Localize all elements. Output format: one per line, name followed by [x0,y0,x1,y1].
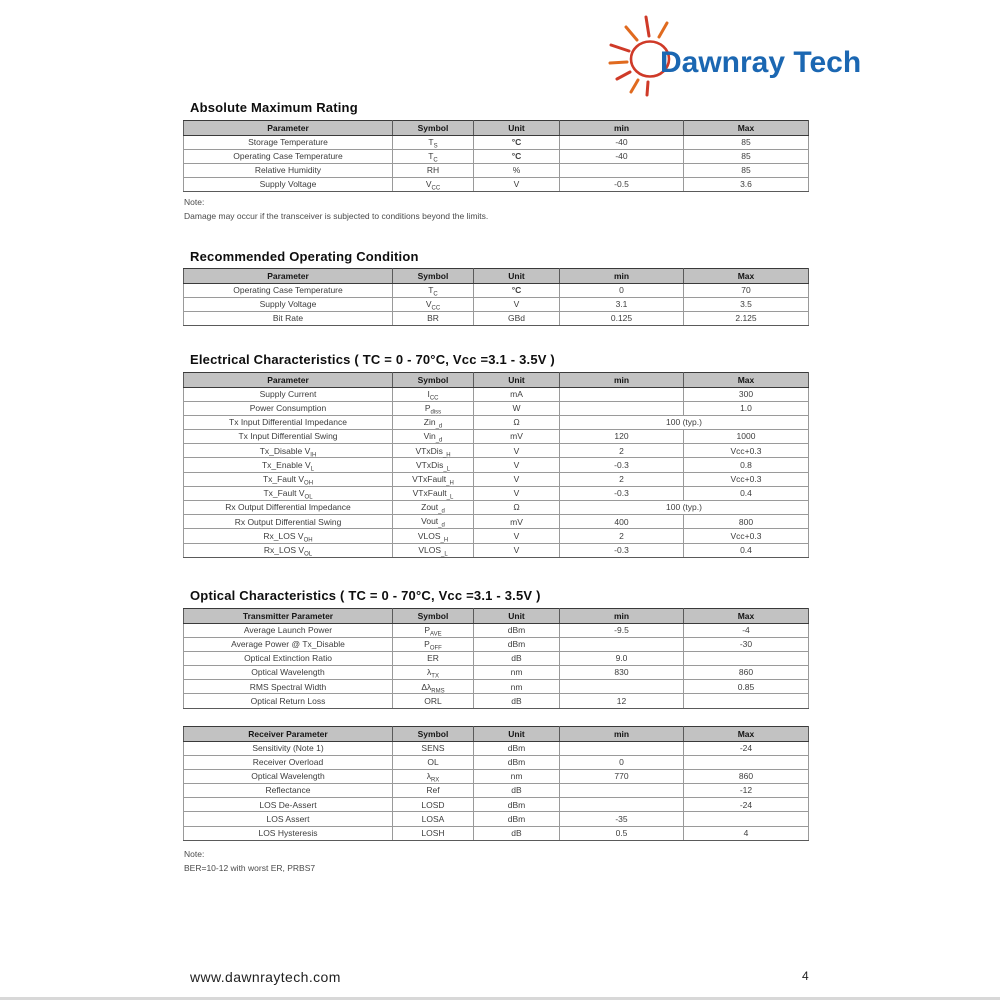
table-cell: dBm [474,755,560,769]
table-cell: nm [474,666,560,680]
table-cell: Rx Output Differential Swing [184,515,393,529]
table-cell: 85 [684,163,809,177]
column-header: Max [684,373,809,388]
table-cell: mV [474,515,560,529]
table-cell: W [474,401,560,415]
table-cell: V [474,297,560,311]
table-row [184,163,809,177]
table-row [184,178,809,192]
table-cell: V [474,529,560,543]
column-header: Parameter [184,269,393,284]
table-cell: dBm [474,812,560,826]
table-cell [684,694,809,708]
table-cell: 830 [560,666,684,680]
table-cell [560,741,684,755]
table-cell: Sensitivity (Note 1) [184,741,393,755]
column-header: min [560,373,684,388]
table-cell: 2 [560,444,684,458]
column-header: Unit [474,727,560,742]
footer-website: www.dawnraytech.com [190,969,341,985]
table-cell: Supply Voltage [184,178,393,192]
table-row [184,387,809,401]
column-header: Max [684,121,809,136]
table-row [184,135,809,149]
table-cell: °C [474,149,560,163]
table-cell: 100 (typ.) [560,415,809,429]
note-label: Note: [184,849,205,859]
column-header: Unit [474,121,560,136]
table-row [184,769,809,783]
table-cell: 1.0 [684,401,809,415]
table-cell [560,637,684,651]
table-cell: 100 (typ.) [560,501,809,515]
table-cell: 800 [684,515,809,529]
table-cell: -0.3 [560,543,684,557]
table-cell: 0 [560,755,684,769]
table-row [184,297,809,311]
table-cell: $VLOS_{\_L}$ [393,543,474,557]
table-row [184,529,809,543]
table-row [184,812,809,826]
optical-transmitter-table [183,608,809,709]
table-cell: Receiver Overload [184,755,393,769]
table-cell: Tx Input Differential Swing [184,430,393,444]
note-text-damage-warning: Damage may occur if the transceiver is subjected to conditions beyond the limits. [184,211,489,221]
table-cell: 2 [560,472,684,486]
table-cell: 3.1 [560,297,684,311]
table-cell: $\lambda_{TX}$ [393,666,474,680]
table-cell: -0.5 [560,178,684,192]
table-cell: LOSD [393,798,474,812]
column-header: Symbol [393,727,474,742]
table-cell: 0 [560,283,684,297]
table-cell: V [474,486,560,500]
section-title-optical-characteristics: Optical Characteristics ( TC = 0 - 70°C, Vcc =3.1 - 3.5V ) [190,588,541,603]
table-cell: dBm [474,798,560,812]
table-cell: RMS Spectral Width [184,680,393,694]
table-cell: 860 [684,769,809,783]
table-cell: dBm [474,741,560,755]
table-row [184,401,809,415]
table-cell [560,163,684,177]
table-cell: 0.8 [684,458,809,472]
header-row [184,727,809,742]
table-cell: Vcc+0.3 [684,529,809,543]
table-cell: OL [393,755,474,769]
table-row [184,637,809,651]
table-cell: GBd [474,311,560,325]
table-cell: Tx_Fault $V_{OH}$ [184,472,393,486]
column-header: Max [684,609,809,624]
table-cell: Tx_Fault $V_{OL}$ [184,486,393,500]
table-cell: Vcc+0.3 [684,444,809,458]
table-cell: ER [393,651,474,665]
table-cell: -4 [684,623,809,637]
table-cell: Vin$_{\_d}$ [393,430,474,444]
table-row [184,430,809,444]
table-cell: Operating Case Temperature [184,283,393,297]
table-cell: Supply Current [184,387,393,401]
table-cell: dB [474,651,560,665]
table-cell: LOS De-Assert [184,798,393,812]
column-header: min [560,269,684,284]
table-cell: V [474,458,560,472]
table-cell [684,651,809,665]
header-row [184,269,809,284]
table-row [184,415,809,429]
table-cell: 0.125 [560,311,684,325]
table-cell [560,784,684,798]
section-title-electrical-characteristics: Electrical Characteristics ( TC = 0 - 70°C, Vcc =3.1 - 3.5V ) [190,352,555,367]
column-header: Parameter [184,121,393,136]
column-header: Unit [474,609,560,624]
table-cell: mA [474,387,560,401]
table-cell: Optical Wavelength [184,666,393,680]
table-row [184,149,809,163]
table-cell: 70 [684,283,809,297]
table-cell: mV [474,430,560,444]
note-text-ber-condition: BER=10-12 with worst ER, PRBS7 [184,863,316,873]
table-cell: -24 [684,741,809,755]
table-cell: 300 [684,387,809,401]
column-header: Receiver Parameter [184,727,393,742]
note-label: Note: [184,197,205,207]
table-cell: $I_{CC}$ [393,387,474,401]
table-row [184,798,809,812]
table-row [184,623,809,637]
table-cell: 770 [560,769,684,783]
header-row [184,609,809,624]
table-cell: -40 [560,135,684,149]
table-cell: Tx Input Differential Impedance [184,415,393,429]
table-cell: $\lambda_{RX}$ [393,769,474,783]
column-header: Symbol [393,373,474,388]
table-row [184,444,809,458]
table-cell: SENS [393,741,474,755]
optical-receiver-table [183,726,809,841]
recommended-operating-condition-table [183,268,809,326]
table-cell: °C [474,135,560,149]
table-cell: 3.6 [684,178,809,192]
table-row [184,651,809,665]
column-header: min [560,727,684,742]
table-cell: 2 [560,529,684,543]
table-cell: 85 [684,135,809,149]
table-cell: LOS Hysteresis [184,826,393,840]
table-cell: Zout$_{\_d}$ [393,501,474,515]
table-cell [560,401,684,415]
table-cell: Bit Rate [184,311,393,325]
table-cell: 2.125 [684,311,809,325]
table-cell: $T_C$ [393,149,474,163]
table-row [184,784,809,798]
table-cell: $\Delta\lambda_{RMS}$ [393,680,474,694]
table-cell: Rx_LOS $V_{OL}$ [184,543,393,557]
table-cell: Storage Temperature [184,135,393,149]
table-row [184,472,809,486]
table-cell: % [474,163,560,177]
table-cell: -30 [684,637,809,651]
table-cell: dBm [474,637,560,651]
column-header: min [560,121,684,136]
table-cell: Zin$_{\_d}$ [393,415,474,429]
table-cell: Rx_LOS $V_{OH}$ [184,529,393,543]
table-cell: Tx_Disable $V_{IH}$ [184,444,393,458]
table-cell: V [474,178,560,192]
table-cell: dBm [474,623,560,637]
column-header: Max [684,727,809,742]
table-row [184,283,809,297]
table-cell: Reflectance [184,784,393,798]
table-cell: 3.5 [684,297,809,311]
table-cell: $V_{CC}$ [393,297,474,311]
table-cell: 120 [560,430,684,444]
table-cell: LOSH [393,826,474,840]
table-cell: 4 [684,826,809,840]
table-cell: LOS Assert [184,812,393,826]
table-cell: Vcc+0.3 [684,472,809,486]
table-cell [560,798,684,812]
table-cell: ORL [393,694,474,708]
table-cell: 400 [560,515,684,529]
table-cell: 85 [684,149,809,163]
table-cell: Optical Extinction Ratio [184,651,393,665]
table-cell: Optical Return Loss [184,694,393,708]
table-cell [684,755,809,769]
page-number: 4 [802,969,809,983]
table-cell: Rx Output Differential Impedance [184,501,393,515]
table-cell: nm [474,769,560,783]
table-cell: VTxFault$_{\_L}$ [393,486,474,500]
table-cell: 12 [560,694,684,708]
table-cell [560,680,684,694]
table-cell: 0.4 [684,486,809,500]
table-cell: Ω [474,415,560,429]
table-cell: -35 [560,812,684,826]
table-row [184,755,809,769]
table-row [184,311,809,325]
table-cell: dB [474,826,560,840]
table-cell: -12 [684,784,809,798]
table-row [184,515,809,529]
column-header: Symbol [393,609,474,624]
table-cell: Supply Voltage [184,297,393,311]
table-cell: VTxDis$_{\_H}$ [393,444,474,458]
section-title-recommended-operating-condition: Recommended Operating Condition [190,249,419,264]
table-row [184,826,809,840]
table-cell: Power Consumption [184,401,393,415]
table-cell: nm [474,680,560,694]
table-cell: 9.0 [560,651,684,665]
table-cell: VTxFault$_{\_H}$ [393,472,474,486]
table-cell: Optical Wavelength [184,769,393,783]
table-cell: $VLOS_{\_H}$ [393,529,474,543]
table-cell: 1000 [684,430,809,444]
table-cell: °C [474,283,560,297]
table-cell: BR [393,311,474,325]
table-cell: -24 [684,798,809,812]
table-row [184,741,809,755]
table-cell: -0.3 [560,486,684,500]
table-cell: 860 [684,666,809,680]
table-row [184,694,809,708]
column-header: Symbol [393,121,474,136]
table-row [184,680,809,694]
column-header: Parameter [184,373,393,388]
table-cell: 0.85 [684,680,809,694]
table-cell: -0.3 [560,458,684,472]
table-cell: Operating Case Temperature [184,149,393,163]
column-header: Unit [474,269,560,284]
brand-logo [598,8,860,100]
table-cell: $P_{OFF}$ [393,637,474,651]
table-cell: 0.5 [560,826,684,840]
column-header: Symbol [393,269,474,284]
header-row [184,121,809,136]
table-cell [684,812,809,826]
column-header: Transmitter Parameter [184,609,393,624]
table-cell [560,387,684,401]
table-cell: VTxDis$_{\_L}$ [393,458,474,472]
table-cell: $P_{AVE}$ [393,623,474,637]
table-cell: dB [474,784,560,798]
table-cell: V [474,472,560,486]
electrical-characteristics-table [183,372,809,558]
sun-icon [598,8,860,100]
table-row [184,666,809,680]
table-cell: $V_{CC}$ [393,178,474,192]
table-cell: Vout$_{\_d}$ [393,515,474,529]
table-cell: $T_S$ [393,135,474,149]
table-cell: -40 [560,149,684,163]
brand-wordmark: Dawnray Tech [660,46,860,79]
table-cell: Average Power @ Tx_Disable [184,637,393,651]
table-row [184,543,809,557]
table-cell: LOSA [393,812,474,826]
absolute-maximum-rating-table [183,120,809,192]
table-cell: V [474,444,560,458]
table-cell: Tx_Enable $V_L$ [184,458,393,472]
table-cell: 0.4 [684,543,809,557]
column-header: Unit [474,373,560,388]
table-cell: dB [474,694,560,708]
table-row [184,501,809,515]
table-row [184,458,809,472]
header-row [184,373,809,388]
column-header: Max [684,269,809,284]
table-cell: $T_C$ [393,283,474,297]
table-cell: Relative Humidity [184,163,393,177]
table-cell: Average Launch Power [184,623,393,637]
table-cell: Ω [474,501,560,515]
table-cell: RH [393,163,474,177]
column-header: min [560,609,684,624]
table-cell: $P_{diss}$ [393,401,474,415]
table-cell: V [474,543,560,557]
section-title-absolute-maximum-rating: Absolute Maximum Rating [190,100,358,115]
table-cell: Ref [393,784,474,798]
table-row [184,486,809,500]
table-cell: -9.5 [560,623,684,637]
